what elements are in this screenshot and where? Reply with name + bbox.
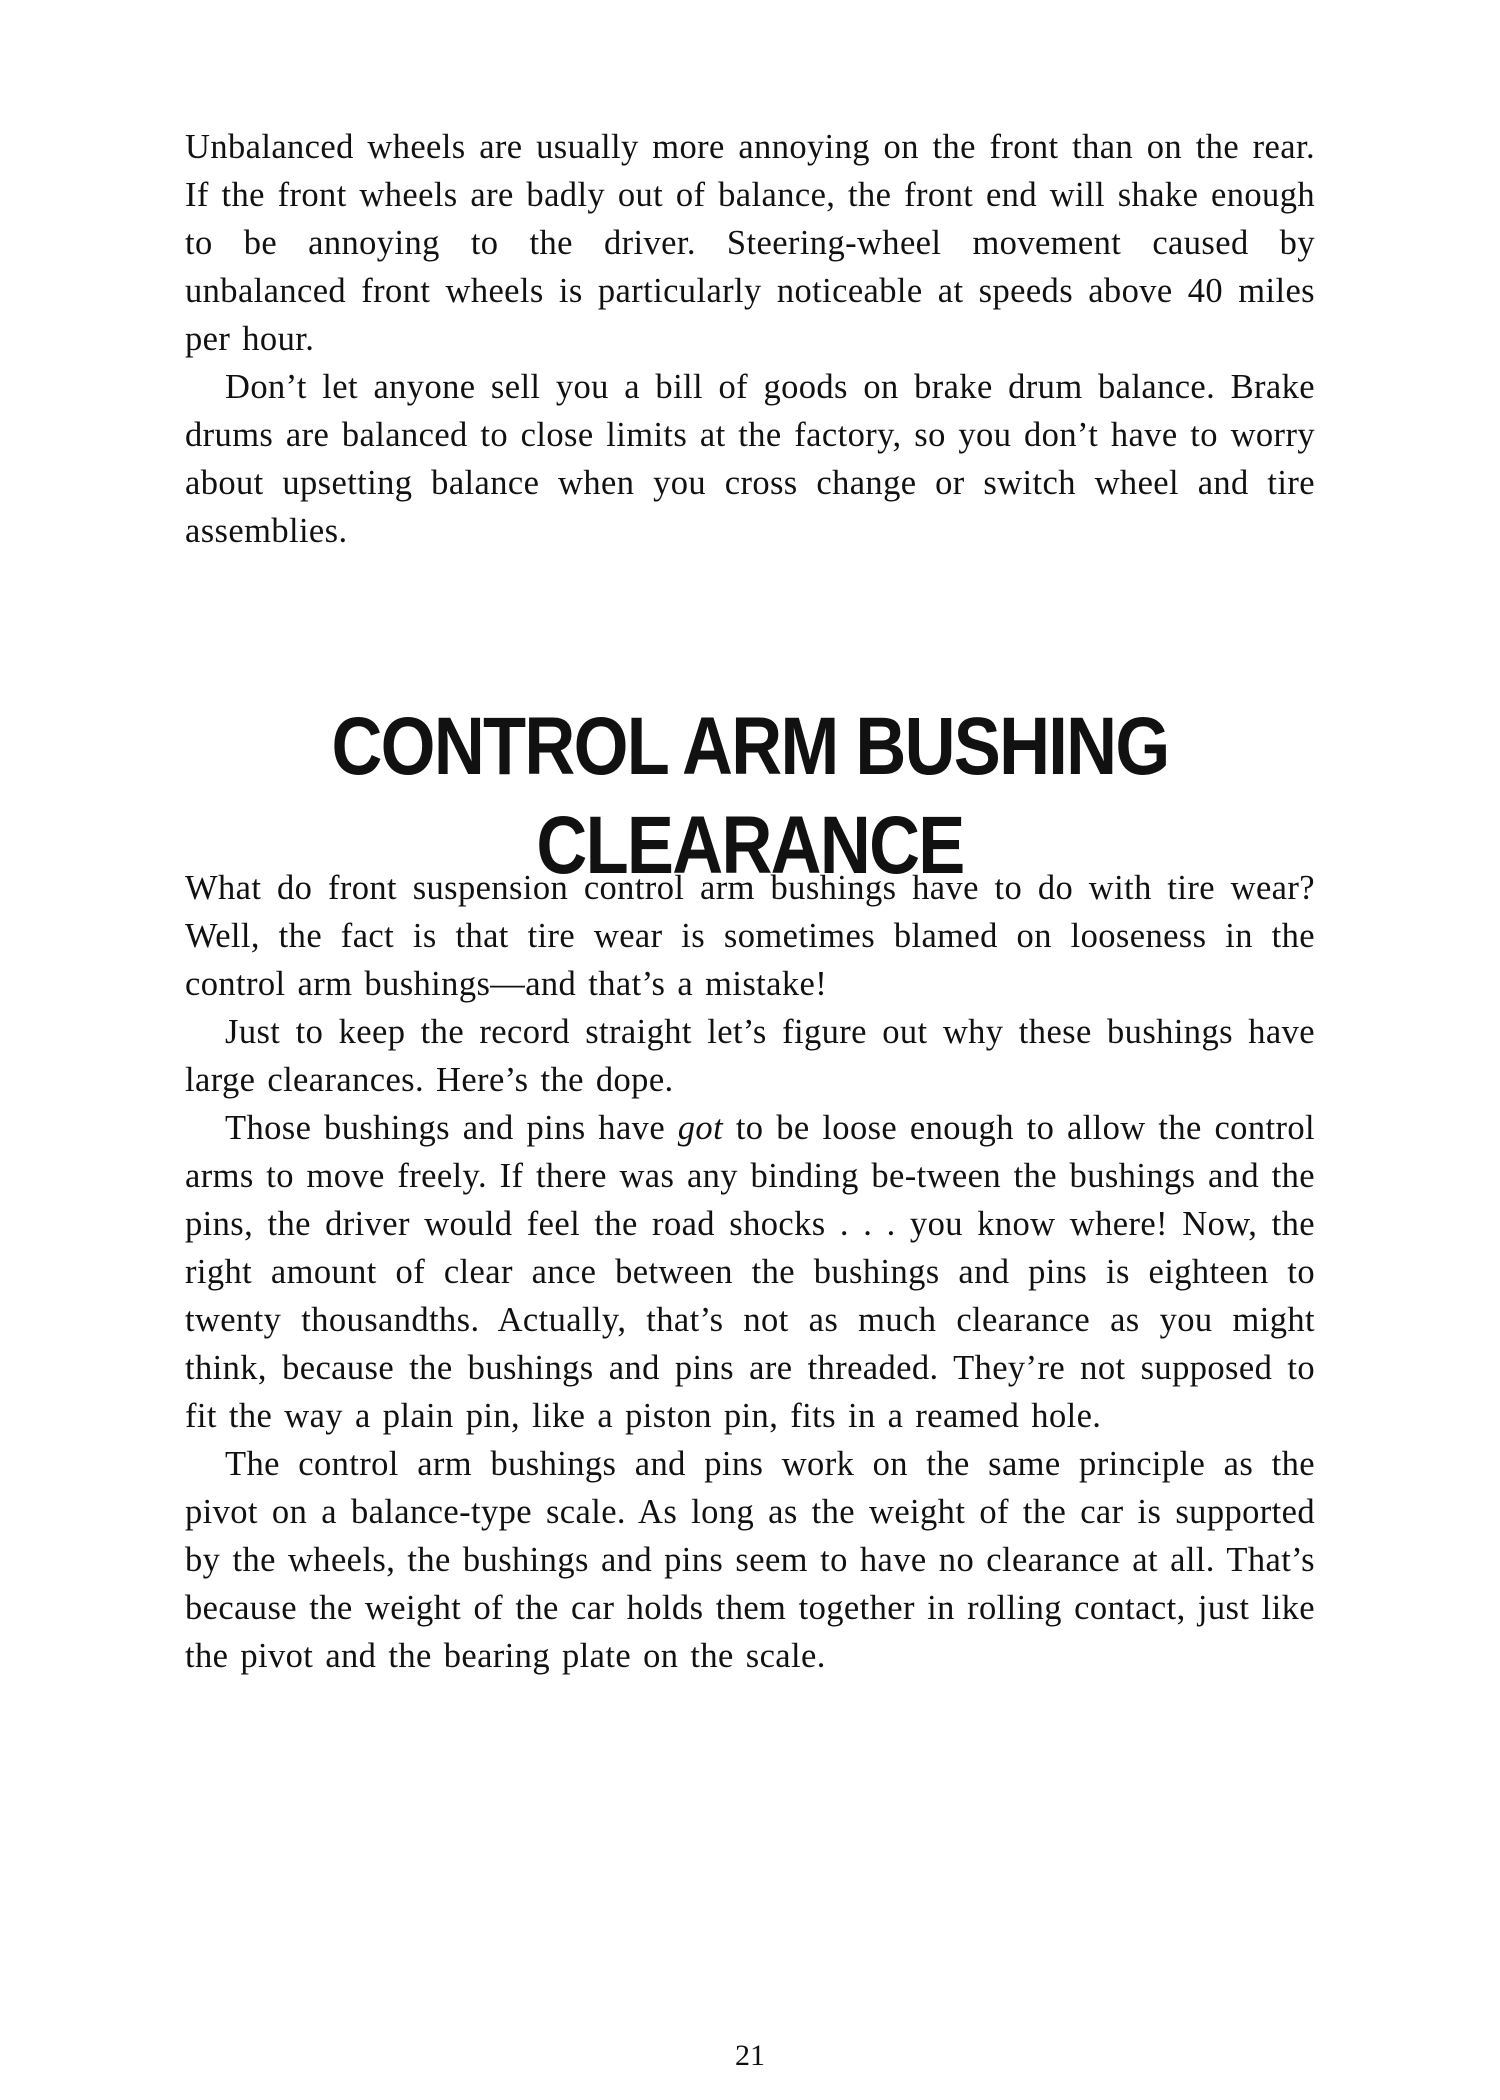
intro-paragraph-1: Unbalanced wheels are usually more annoying on the front than on the rear. If the front wheels are badly out of balance, the front end will shake enough to be annoying to the driver. Steering-wheel movement caused by unbalanced front wheels is particularly noticeable at speeds above 40 miles per hour. <box>185 128 1315 358</box>
body-paragraph-4: The control arm bushings and pins work on the same principle as the pivot on a balance-type scale. As long as the weight of the car is supported by the wheels, the bushings and pins seem to have no clearance at all. That’s because the weight of the car holds them together in rolling contact, just like the pivot and the bearing plate on the scale. <box>185 1445 1315 1675</box>
body-paragraph-3 <box>185 1104 1315 1440</box>
section-heading-line-1: CONTROL ARM BUSHING <box>331 700 1169 792</box>
body-section <box>185 864 1315 1680</box>
intro-section <box>185 123 1315 555</box>
section-heading-line-2: CLEARANCE <box>536 799 964 891</box>
body-paragraph-2: Just to keep the record straight let’s figure out why these bushings have large clearances. Here’s the dope. <box>185 1013 1315 1099</box>
intro-paragraph-2: Don’t let anyone sell you a bill of goods on brake drum balance. Brake drums are balanced to close limits at the factory, so you don’t have to worry about upsetting balance when you cross change or switch wheel and tire assemblies. <box>185 368 1315 550</box>
body-paragraph-3-end: to be loose enough to allow the control arms to move freely. If there was any binding be-tween the bushings and the pins, the driver would feel the road shocks . . . you know where! Now, the right amount of clear ance between the bushings and pins is eighteen to twenty thousandths. Actually, that’s not as much clearance as you might think, because the bushings and pins are threaded. They’re not supposed to fit the way a plain pin, like a piston pin, fits in a reamed hole. <box>185 1109 1315 1435</box>
body-paragraph-3-emphasis: got <box>677 1109 724 1147</box>
page-number: 21 <box>735 2039 765 2072</box>
body-paragraph-1: What do front suspension control arm bushings have to do with tire wear? Well, the fact is that tire wear is sometimes blamed on looseness in the control arm bushings—and that’s a mistake! <box>185 869 1315 1003</box>
body-paragraph-3-start: Those bushings and pins have <box>225 1109 678 1147</box>
